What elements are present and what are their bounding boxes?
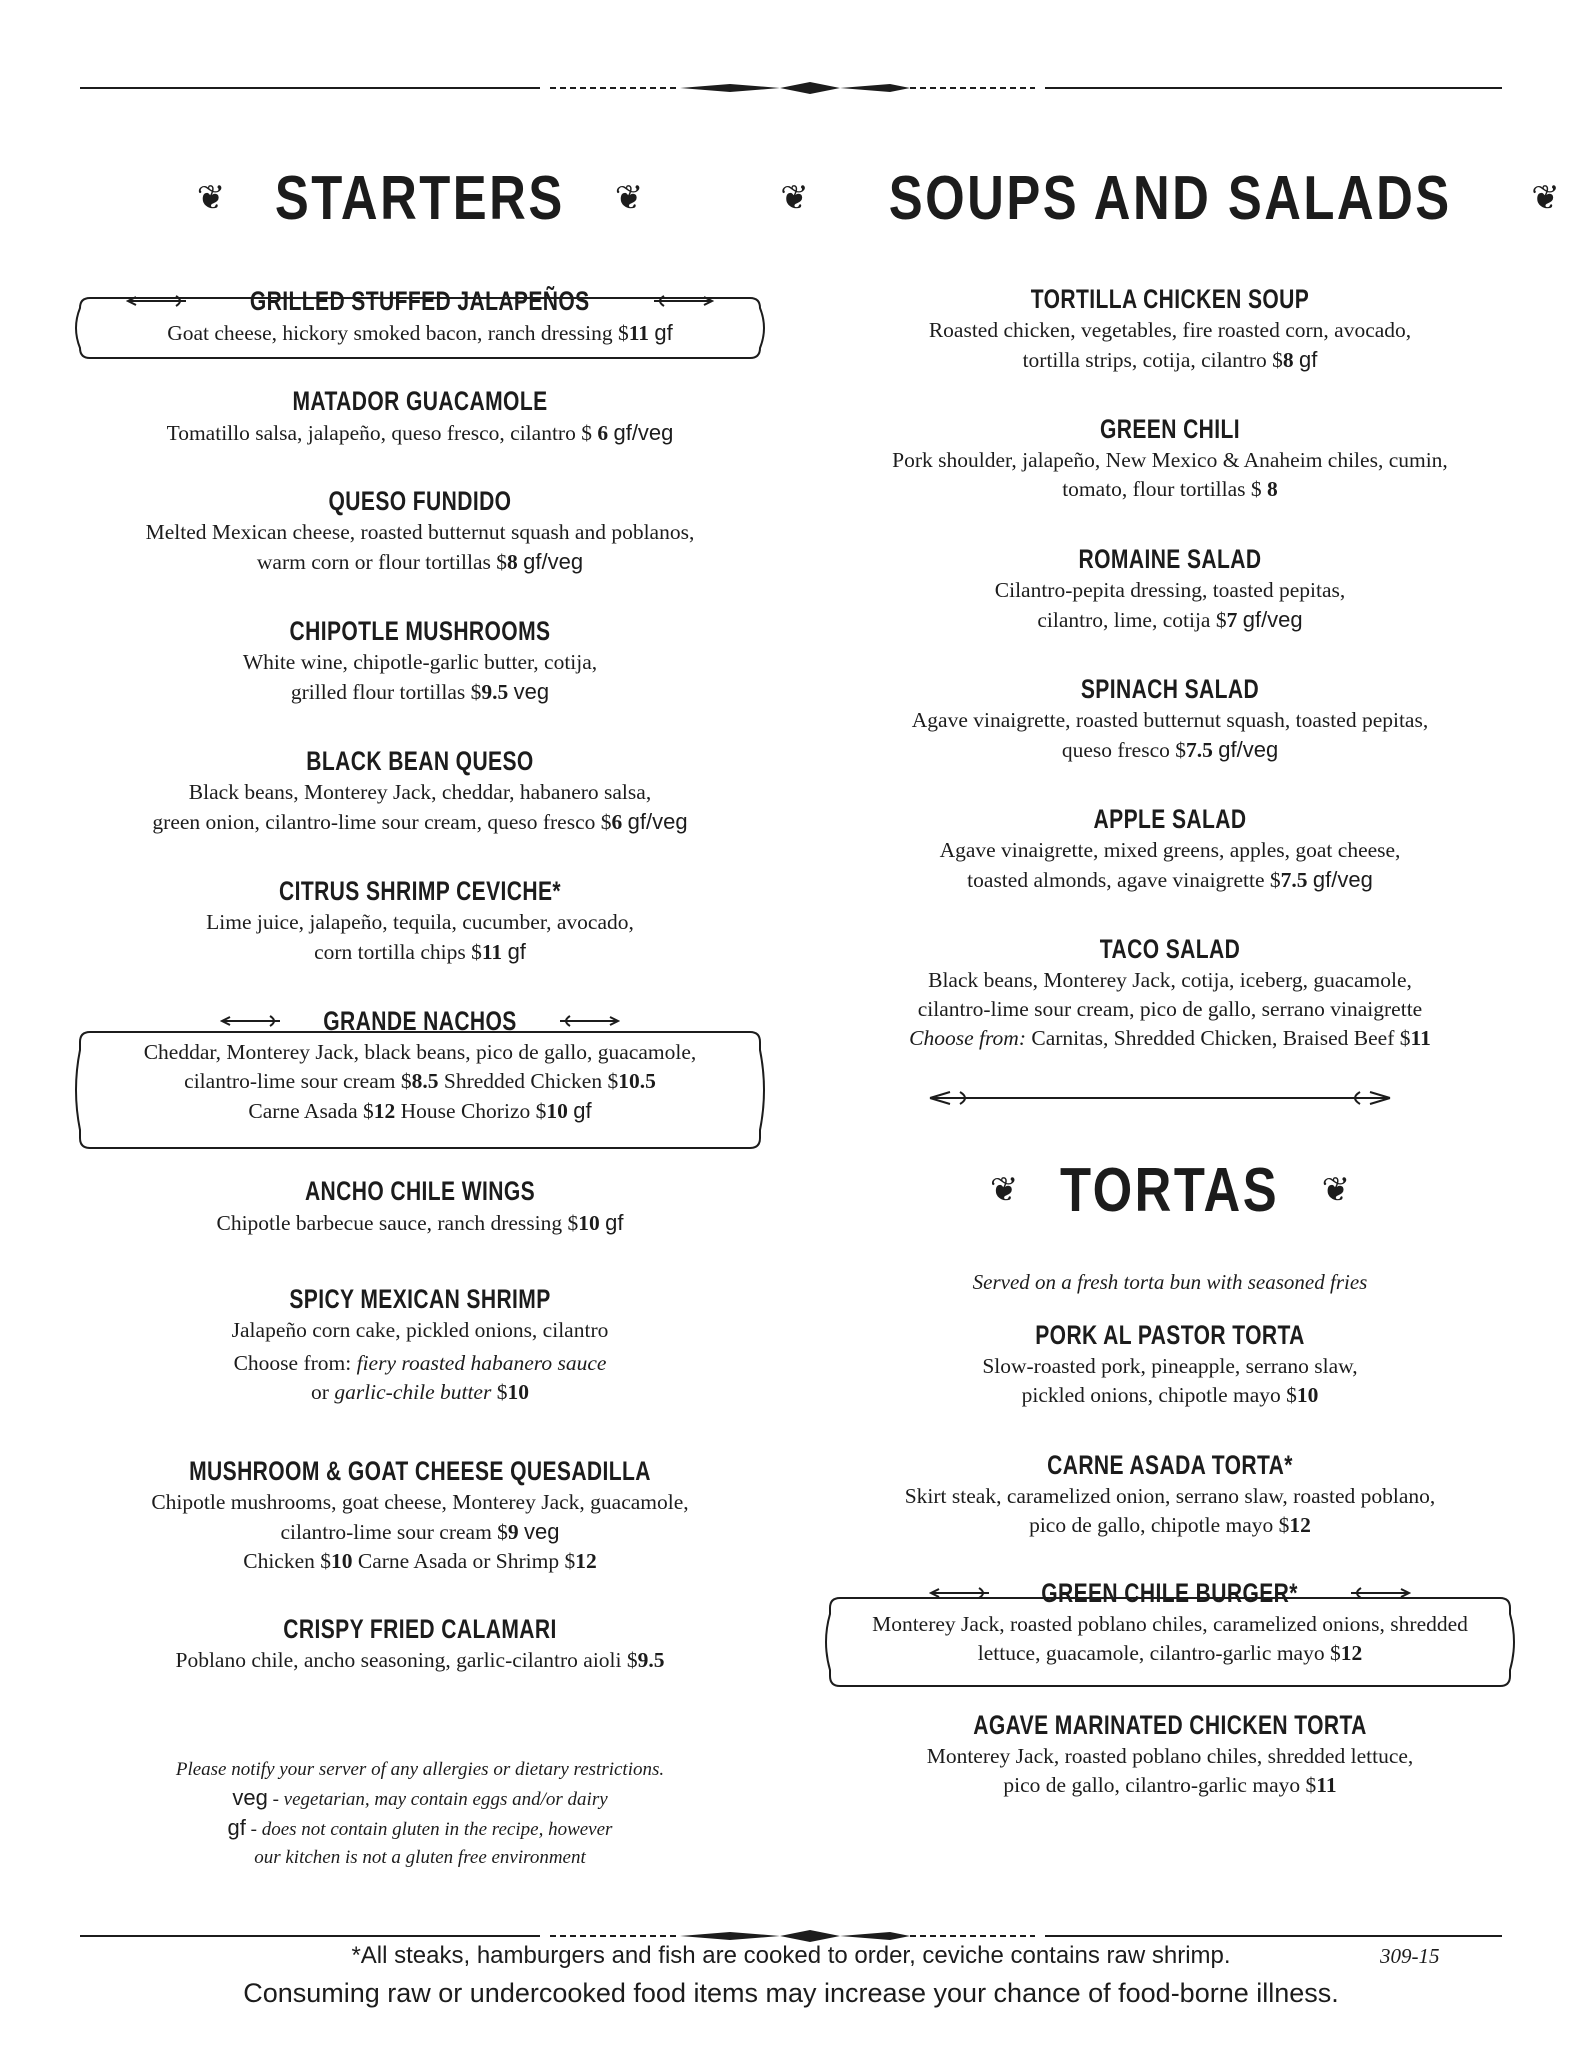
scroll-ornament-icon xyxy=(126,294,196,308)
item-desc: cilantro-lime sour cream $ xyxy=(280,1520,508,1544)
item-tag: gf/veg xyxy=(613,420,674,445)
item-price: 12 xyxy=(575,1549,597,1573)
menu-item xyxy=(60,484,780,577)
item-desc: Monterey Jack, roasted poblano chiles, shredded lettuce, xyxy=(926,1744,1414,1768)
scroll-ornament-icon xyxy=(929,1586,999,1600)
footer-warning: Consuming raw or undercooked food items may increase your chance of food-borne illness. xyxy=(243,1978,1339,2008)
item-desc: Carne Asada $ xyxy=(248,1099,374,1123)
menu-item xyxy=(820,672,1520,765)
item-desc: pico de gallo, chipotle mayo $ xyxy=(1029,1513,1290,1537)
item-name: ANCHO CHILE WINGS xyxy=(304,1176,536,1206)
item-desc: pickled onions, chipotle mayo $ xyxy=(1021,1383,1297,1407)
item-tag: veg xyxy=(524,1519,560,1544)
flourish-left-icon: ❦ xyxy=(989,1172,1019,1209)
item-name: GREEN CHILI xyxy=(1099,414,1241,444)
item-tag: gf/veg xyxy=(523,549,584,574)
item-tag: veg xyxy=(513,679,550,704)
menu-item xyxy=(60,744,780,837)
item-price: 10 xyxy=(546,1099,568,1123)
item-tag: gf xyxy=(507,939,526,964)
item-price: 8 xyxy=(1267,477,1278,501)
tortas-subtitle: Served on a fresh torta bun with seasoned fries xyxy=(972,1270,1368,1294)
item-price: 12 xyxy=(1340,1641,1363,1665)
menu-item xyxy=(60,1454,780,1576)
item-desc: corn tortilla chips $ xyxy=(314,940,482,964)
top-ornamental-divider xyxy=(80,76,1502,100)
item-desc: Chipotle barbecue sauce, ranch dressing $ xyxy=(216,1211,579,1235)
item-desc: pico de gallo, cilantro-garlic mayo $ xyxy=(1003,1773,1317,1797)
item-desc: Skirt steak, caramelized onion, serrano slaw, roasted poblano, xyxy=(904,1484,1436,1508)
item-price: 6 xyxy=(611,810,623,834)
item-desc: White wine, chipotle-garlic butter, cotija, xyxy=(242,650,598,674)
menu-item xyxy=(820,802,1520,895)
flourish-left-icon: ❦ xyxy=(780,180,809,217)
item-desc: Chipotle mushrooms, goat cheese, Monterey Jack, guacamole, xyxy=(151,1490,689,1514)
menu-item xyxy=(60,1612,780,1675)
item-price: 10 xyxy=(578,1211,600,1235)
item-name: SPICY MEXICAN SHRIMP xyxy=(289,1284,551,1314)
menu-item xyxy=(820,1576,1520,1668)
item-desc: Black beans, Monterey Jack, cotija, iceberg, guacamole, xyxy=(928,968,1412,992)
item-name: MATADOR GUACAMOLE xyxy=(292,386,548,416)
item-desc: $ xyxy=(491,1380,508,1404)
item-desc: grilled flour tortillas $ xyxy=(290,680,482,704)
scroll-ornament-icon xyxy=(220,1014,290,1028)
item-desc: lettuce, guacamole, cilantro-garlic mayo $ xyxy=(977,1641,1341,1665)
item-price: 8 xyxy=(507,550,518,574)
item-desc: House Chorizo $ xyxy=(395,1099,547,1123)
scroll-ornament-icon xyxy=(550,1014,620,1028)
item-tag: gf xyxy=(1299,347,1318,372)
note-tag: gf xyxy=(227,1815,246,1840)
item-name: APPLE SALAD xyxy=(1093,804,1247,834)
item-tag: gf/veg xyxy=(1242,607,1303,632)
item-desc: queso fresco $ xyxy=(1061,738,1186,762)
note-line: Please notify your server of any allergies or dietary restrictions. xyxy=(175,1759,665,1780)
item-price: 7 xyxy=(1226,608,1238,632)
item-desc: cilantro-lime sour cream, pico de gallo, serrano vinaigrette xyxy=(917,997,1423,1021)
item-price: 10 xyxy=(1296,1383,1319,1407)
menu-code: 309-15 xyxy=(1380,1944,1440,1968)
menu-item xyxy=(820,412,1520,504)
note-line: our kitchen is not a gluten free environment xyxy=(254,1847,586,1868)
item-desc: Pork shoulder, jalapeño, New Mexico & Anaheim chiles, cumin, xyxy=(892,448,1448,472)
starters-heading xyxy=(60,164,780,233)
item-desc: Choose from: xyxy=(233,1351,357,1375)
item-name: GRILLED STUFFED JALAPEÑOS xyxy=(250,286,590,316)
flourish-right-icon: ❦ xyxy=(1321,1172,1351,1209)
item-name: ROMAINE SALAD xyxy=(1078,544,1262,574)
item-price: 11 xyxy=(1316,1773,1337,1797)
item-name: QUESO FUNDIDO xyxy=(328,486,512,516)
item-desc: Monterey Jack, roasted poblano chiles, caramelized onions, shredded xyxy=(872,1612,1468,1636)
flourish-right-icon: ❦ xyxy=(1531,180,1560,217)
item-desc: Slow-roasted pork, pineapple, serrano slaw, xyxy=(982,1354,1358,1378)
item-tag: gf xyxy=(605,1210,624,1235)
note-tag: veg xyxy=(232,1785,268,1810)
item-desc: Goat cheese, hickory smoked bacon, ranch dressing $ xyxy=(167,321,629,345)
item-name: CITRUS SHRIMP CEVICHE* xyxy=(278,876,562,906)
note-line: - vegetarian, may contain eggs and/or dairy xyxy=(267,1789,608,1810)
item-desc: cilantro-lime sour cream $ xyxy=(184,1069,412,1093)
item-tag: gf/veg xyxy=(1312,867,1373,892)
item-price: 11 xyxy=(481,940,503,964)
menu-item xyxy=(60,874,780,967)
item-desc: Poblano chile, ancho seasoning, garlic-cilantro aioli $ xyxy=(175,1648,638,1672)
menu-item xyxy=(820,282,1520,375)
item-option: fiery roasted habanero sauce xyxy=(356,1351,607,1375)
menu-item xyxy=(60,614,780,707)
item-price: 11 xyxy=(1410,1026,1431,1050)
item-desc: cilantro, lime, cotija $ xyxy=(1037,608,1227,632)
item-price: 12 xyxy=(373,1099,396,1123)
item-name: GREEN CHILE BURGER* xyxy=(1041,1578,1299,1608)
item-price: 6 xyxy=(597,421,609,445)
item-tag: gf xyxy=(654,320,673,345)
item-desc: Cheddar, Monterey Jack, black beans, pico de gallo, guacamole, xyxy=(143,1040,697,1064)
menu-item xyxy=(60,284,780,348)
section-title: STARTERS xyxy=(275,164,565,233)
dietary-note xyxy=(60,1756,780,1872)
item-price: 10 xyxy=(331,1549,353,1573)
menu-item xyxy=(820,1318,1520,1410)
item-price: 8.5 xyxy=(411,1069,439,1093)
menu-item xyxy=(820,932,1520,1053)
item-desc: warm corn or flour tortillas $ xyxy=(256,550,508,574)
item-desc: Cilantro-pepita dressing, toasted pepitas, xyxy=(994,578,1346,602)
item-price: 11 xyxy=(628,321,650,345)
note-line: - does not contain gluten in the recipe, however xyxy=(245,1819,613,1840)
menu-item xyxy=(60,1174,780,1238)
item-desc: Tomatillo salsa, jalapeño, queso fresco, cilantro $ xyxy=(166,421,598,445)
menu-item xyxy=(820,1448,1520,1540)
flourish-right-icon: ❦ xyxy=(614,180,644,217)
item-desc: Lime juice, jalapeño, tequila, cucumber, avocado, xyxy=(206,910,634,934)
item-desc: Black beans, Monterey Jack, cheddar, habanero salsa, xyxy=(188,780,652,804)
item-desc: Carnitas, Shredded Chicken, Braised Beef $ xyxy=(1026,1026,1411,1050)
item-name: CARNE ASADA TORTA* xyxy=(1047,1450,1293,1480)
item-price: 7.5 xyxy=(1186,738,1213,762)
scroll-ornament-icon xyxy=(644,294,714,308)
tortas-heading xyxy=(820,1156,1520,1225)
item-price: 9.5 xyxy=(637,1648,665,1672)
item-desc: tomato, flour tortillas $ xyxy=(1062,477,1268,501)
menu-item xyxy=(60,384,780,448)
menu-item xyxy=(60,1004,780,1126)
ornamental-divider-icon xyxy=(920,1086,1400,1110)
item-name: CHIPOTLE MUSHROOMS xyxy=(289,616,551,646)
item-desc: Agave vinaigrette, mixed greens, apples, goat cheese, xyxy=(939,838,1401,862)
item-price: 9.5 xyxy=(481,680,509,704)
item-name: TORTILLA CHICKEN SOUP xyxy=(1030,284,1310,314)
item-name: AGAVE MARINATED CHICKEN TORTA xyxy=(973,1710,1367,1740)
item-price: 7.5 xyxy=(1280,868,1308,892)
item-tag: gf/veg xyxy=(627,809,688,834)
flourish-left-icon: ❦ xyxy=(196,180,226,217)
item-desc: green onion, cilantro-lime sour cream, queso fresco $ xyxy=(152,810,612,834)
soups-heading xyxy=(780,164,1560,233)
item-desc: Chicken $ xyxy=(243,1549,332,1573)
menu-item xyxy=(820,1708,1520,1800)
item-price: 10 xyxy=(507,1380,529,1404)
section-title: TORTAS xyxy=(1060,1156,1280,1225)
item-desc: Roasted chicken, vegetables, fire roasted corn, avocado, xyxy=(928,318,1412,342)
menu-item xyxy=(820,542,1520,635)
item-name: SPINACH SALAD xyxy=(1080,674,1260,704)
item-name: MUSHROOM & GOAT CHEESE QUESADILLA xyxy=(189,1456,651,1486)
item-name: TACO SALAD xyxy=(1099,934,1241,964)
item-price: 10.5 xyxy=(618,1069,656,1093)
item-name: CRISPY FRIED CALAMARI xyxy=(283,1614,557,1644)
item-desc: toasted almonds, agave vinaigrette $ xyxy=(967,868,1281,892)
section-title: SOUPS AND SALADS xyxy=(888,164,1452,233)
item-name: GRANDE NACHOS xyxy=(323,1006,517,1036)
item-price: 8 xyxy=(1282,348,1294,372)
item-price: 12 xyxy=(1289,1513,1311,1537)
item-desc: Jalapeño corn cake, pickled onions, cilantro xyxy=(231,1318,609,1342)
item-desc: Melted Mexican cheese, roasted butternut squash and poblanos, xyxy=(145,520,695,544)
item-desc: Choose from: xyxy=(909,1026,1026,1050)
item-desc: Carne Asada or Shrimp $ xyxy=(352,1549,576,1573)
menu-item xyxy=(60,1282,780,1407)
scroll-ornament-icon xyxy=(1341,1586,1411,1600)
item-option: garlic-chile butter xyxy=(334,1380,492,1404)
item-tag: gf xyxy=(573,1098,592,1123)
item-desc: Shredded Chicken $ xyxy=(438,1069,619,1093)
item-name: PORK AL PASTOR TORTA xyxy=(1035,1320,1305,1350)
item-price: 9 xyxy=(507,1520,519,1544)
item-name: BLACK BEAN QUESO xyxy=(306,746,534,776)
item-desc: Agave vinaigrette, roasted butternut squash, toasted pepitas, xyxy=(911,708,1429,732)
item-tag: gf/veg xyxy=(1218,737,1279,762)
item-desc: or xyxy=(311,1380,335,1404)
item-desc: tortilla strips, cotija, cilantro $ xyxy=(1022,348,1283,372)
footer-disclaimer: *All steaks, hamburgers and fish are cooked to order, ceviche contains raw shrimp. xyxy=(351,1942,1231,1969)
